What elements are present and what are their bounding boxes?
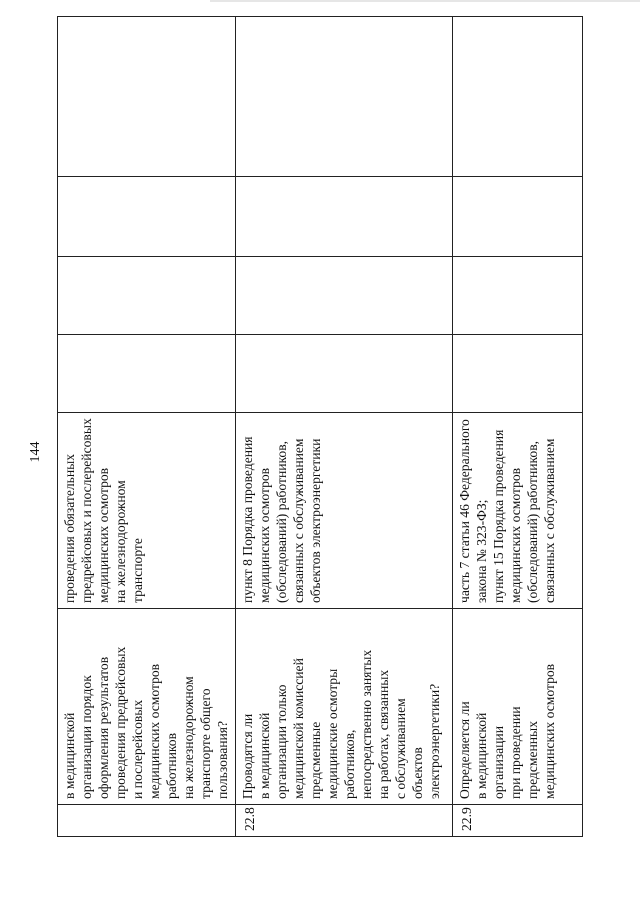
- answer-no-cell: [58, 257, 236, 335]
- checklist-table: [57, 16, 583, 837]
- reference-cell: пункт 8 Порядка проведения медицинских осмотров (обследований) работников, связанных с обслуживанием объектов электроэнергетики: [236, 413, 453, 609]
- answer-yes-cell: [236, 335, 453, 413]
- table-row: [236, 17, 453, 837]
- table-row: [58, 17, 236, 837]
- notes-cell: [453, 17, 583, 177]
- answer-na-cell: [58, 177, 236, 257]
- question-cell: Проводятся ли в медицинской организации только медицинской комиссией предсменные медицинские осмотры работников, непосредственно занятых на работах, связанных с обслуживанием объектов электроэнергетики?: [236, 609, 453, 805]
- row-number: 22.9: [453, 805, 583, 837]
- page-number: 144: [28, 441, 43, 463]
- reference-cell: часть 7 статьи 46 Федерального закона № 323-ФЗ; пункт 15 Порядка проведения медицинских осмотров (обследований) работников, связанных с обслуживанием: [453, 413, 583, 609]
- table-row: [453, 17, 583, 837]
- scan-edge: [210, 0, 640, 2]
- answer-yes-cell: [453, 335, 583, 413]
- rotated-table-container: [57, 17, 582, 837]
- reference-cell: проведения обязательных предрейсовых и послерейсовых медицинских осмотров на железнодорожном транспорте: [58, 413, 236, 609]
- notes-cell: [58, 17, 236, 177]
- answer-na-cell: [453, 177, 583, 257]
- question-cell: Определяется ли в медицинской организации при проведении предсменных медицинских осмотров: [453, 609, 583, 805]
- answer-na-cell: [236, 177, 453, 257]
- notes-cell: [236, 17, 453, 177]
- row-number: [58, 805, 236, 837]
- question-cell: в медицинской организации порядок оформления результатов проведения предрейсовых и послерейсовых медицинских осмотров работников на железнодорожном транспорте общего пользования?: [58, 609, 236, 805]
- answer-no-cell: [236, 257, 453, 335]
- answer-no-cell: [453, 257, 583, 335]
- answer-yes-cell: [58, 335, 236, 413]
- row-number: 22.8: [236, 805, 453, 837]
